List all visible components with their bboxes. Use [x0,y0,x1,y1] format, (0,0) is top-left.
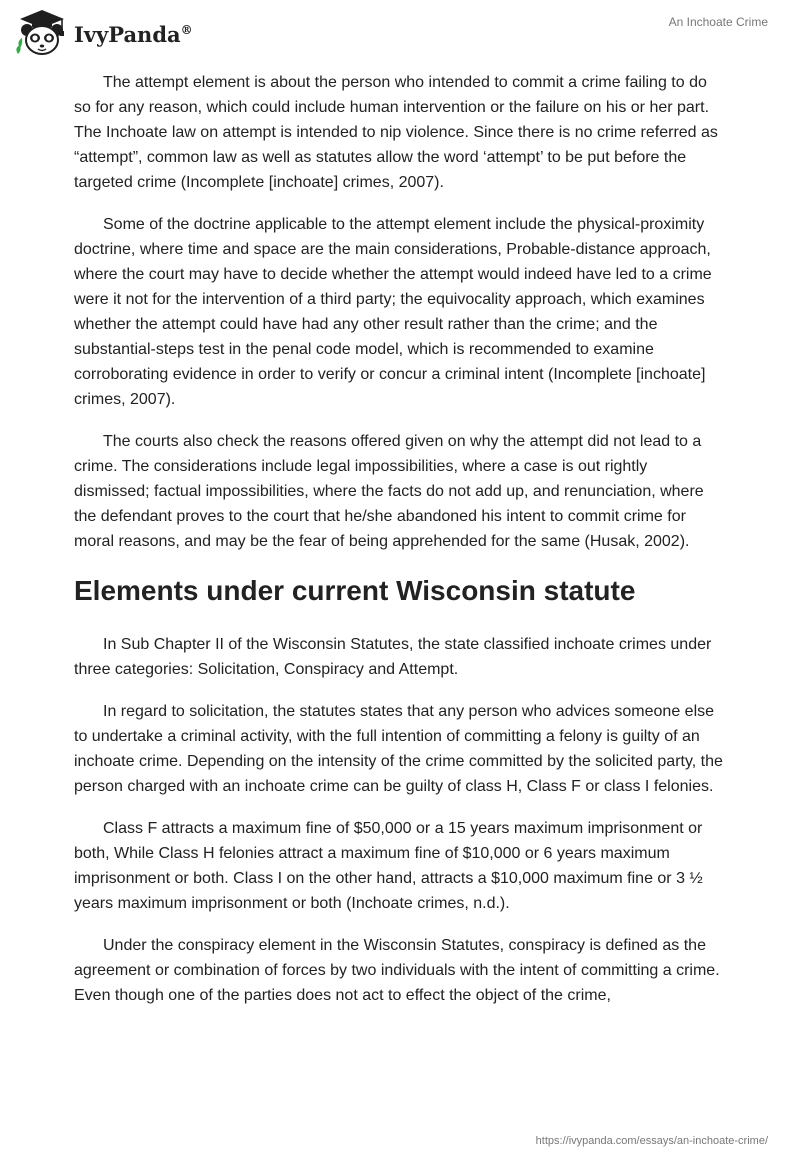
essay-content [74,70,724,1025]
paragraph: The attempt element is about the person who intended to commit a crime failing to do so for any reason, which could include human intervention or the failure on his or her part. The Inchoate law on attempt is intended to nip violence. Since there is no crime referred as “attempt”, common law as well as statutes allow the word ‘attempt’ to be put before the targeted crime (Incomplete [inchoate] crimes, 2007). [74,74,718,191]
paragraph: Under the conspiracy element in the Wisconsin Statutes, conspiracy is defined as the agreement or combination of forces by two individuals with the intent of committing a crime. Even though one of the parties does not act to effect the object of the crime, [74,937,720,1004]
section-heading: Elements under current Wisconsin statute [74,575,636,606]
logo-text: IvyPanda® [74,21,193,47]
paragraph: In regard to solicitation, the statutes states that any person who advices someone else to undertake a criminal activity, with the full intention of committing a felony is guilty of an inchoate crime. Depending on the intensity of the crime committed by the solicited party, the person charged with an inchoate crime can be guilty of class H, Class F or class I felonies. [74,703,723,795]
paragraph: Class F attracts a maximum fine of $50,000 or a 15 years maximum imprisonment or both, While Class H felonies attract a maximum fine of $10,000 or 6 years maximum imprisonment or both. Class I on the other hand, attracts a $10,000 maximum fine or 3 ½ years maximum imprisonment or both (Inchoate crimes, n.d.). [74,820,703,912]
panda-graduate-icon [14,8,70,56]
document-title: An Inchoate Crime [668,15,768,29]
paragraph: Some of the doctrine applicable to the attempt element include the physical-proximity doctrine, where time and space are the main considerations, Probable-distance approach, where the court may have to decide whether the attempt would indeed have led to a crime were it not for the intervention of a third party; the equivocality approach, which examines whether the attempt could have had any other result rather than the crime; and the substantial-steps test in the penal code model, which is recommended to examine corroborating evidence in order to verify or concur a criminal intent (Incomplete [inchoate] crimes, 2007). [74,216,712,408]
paragraph: In Sub Chapter II of the Wisconsin Statutes, the state classified inchoate crimes under three categories: Solicitation, Conspiracy and Attempt. [74,636,712,678]
page-header [0,0,800,60]
source-url[interactable]: https://ivypanda.com/essays/an-inchoate-crime/ [535,1135,768,1147]
logo[interactable] [14,8,193,56]
paragraph: The courts also check the reasons offered given on why the attempt did not lead to a crime. The considerations include legal impossibilities, where a case is out rightly dismissed; factual impossibilities, where the facts do not add up, and renunciation, where the defendant proves to the court that he/she abandoned his intent to commit crime for moral reasons, and may be the fear of being apprehended for the same (Husak, 2002). [74,433,704,550]
